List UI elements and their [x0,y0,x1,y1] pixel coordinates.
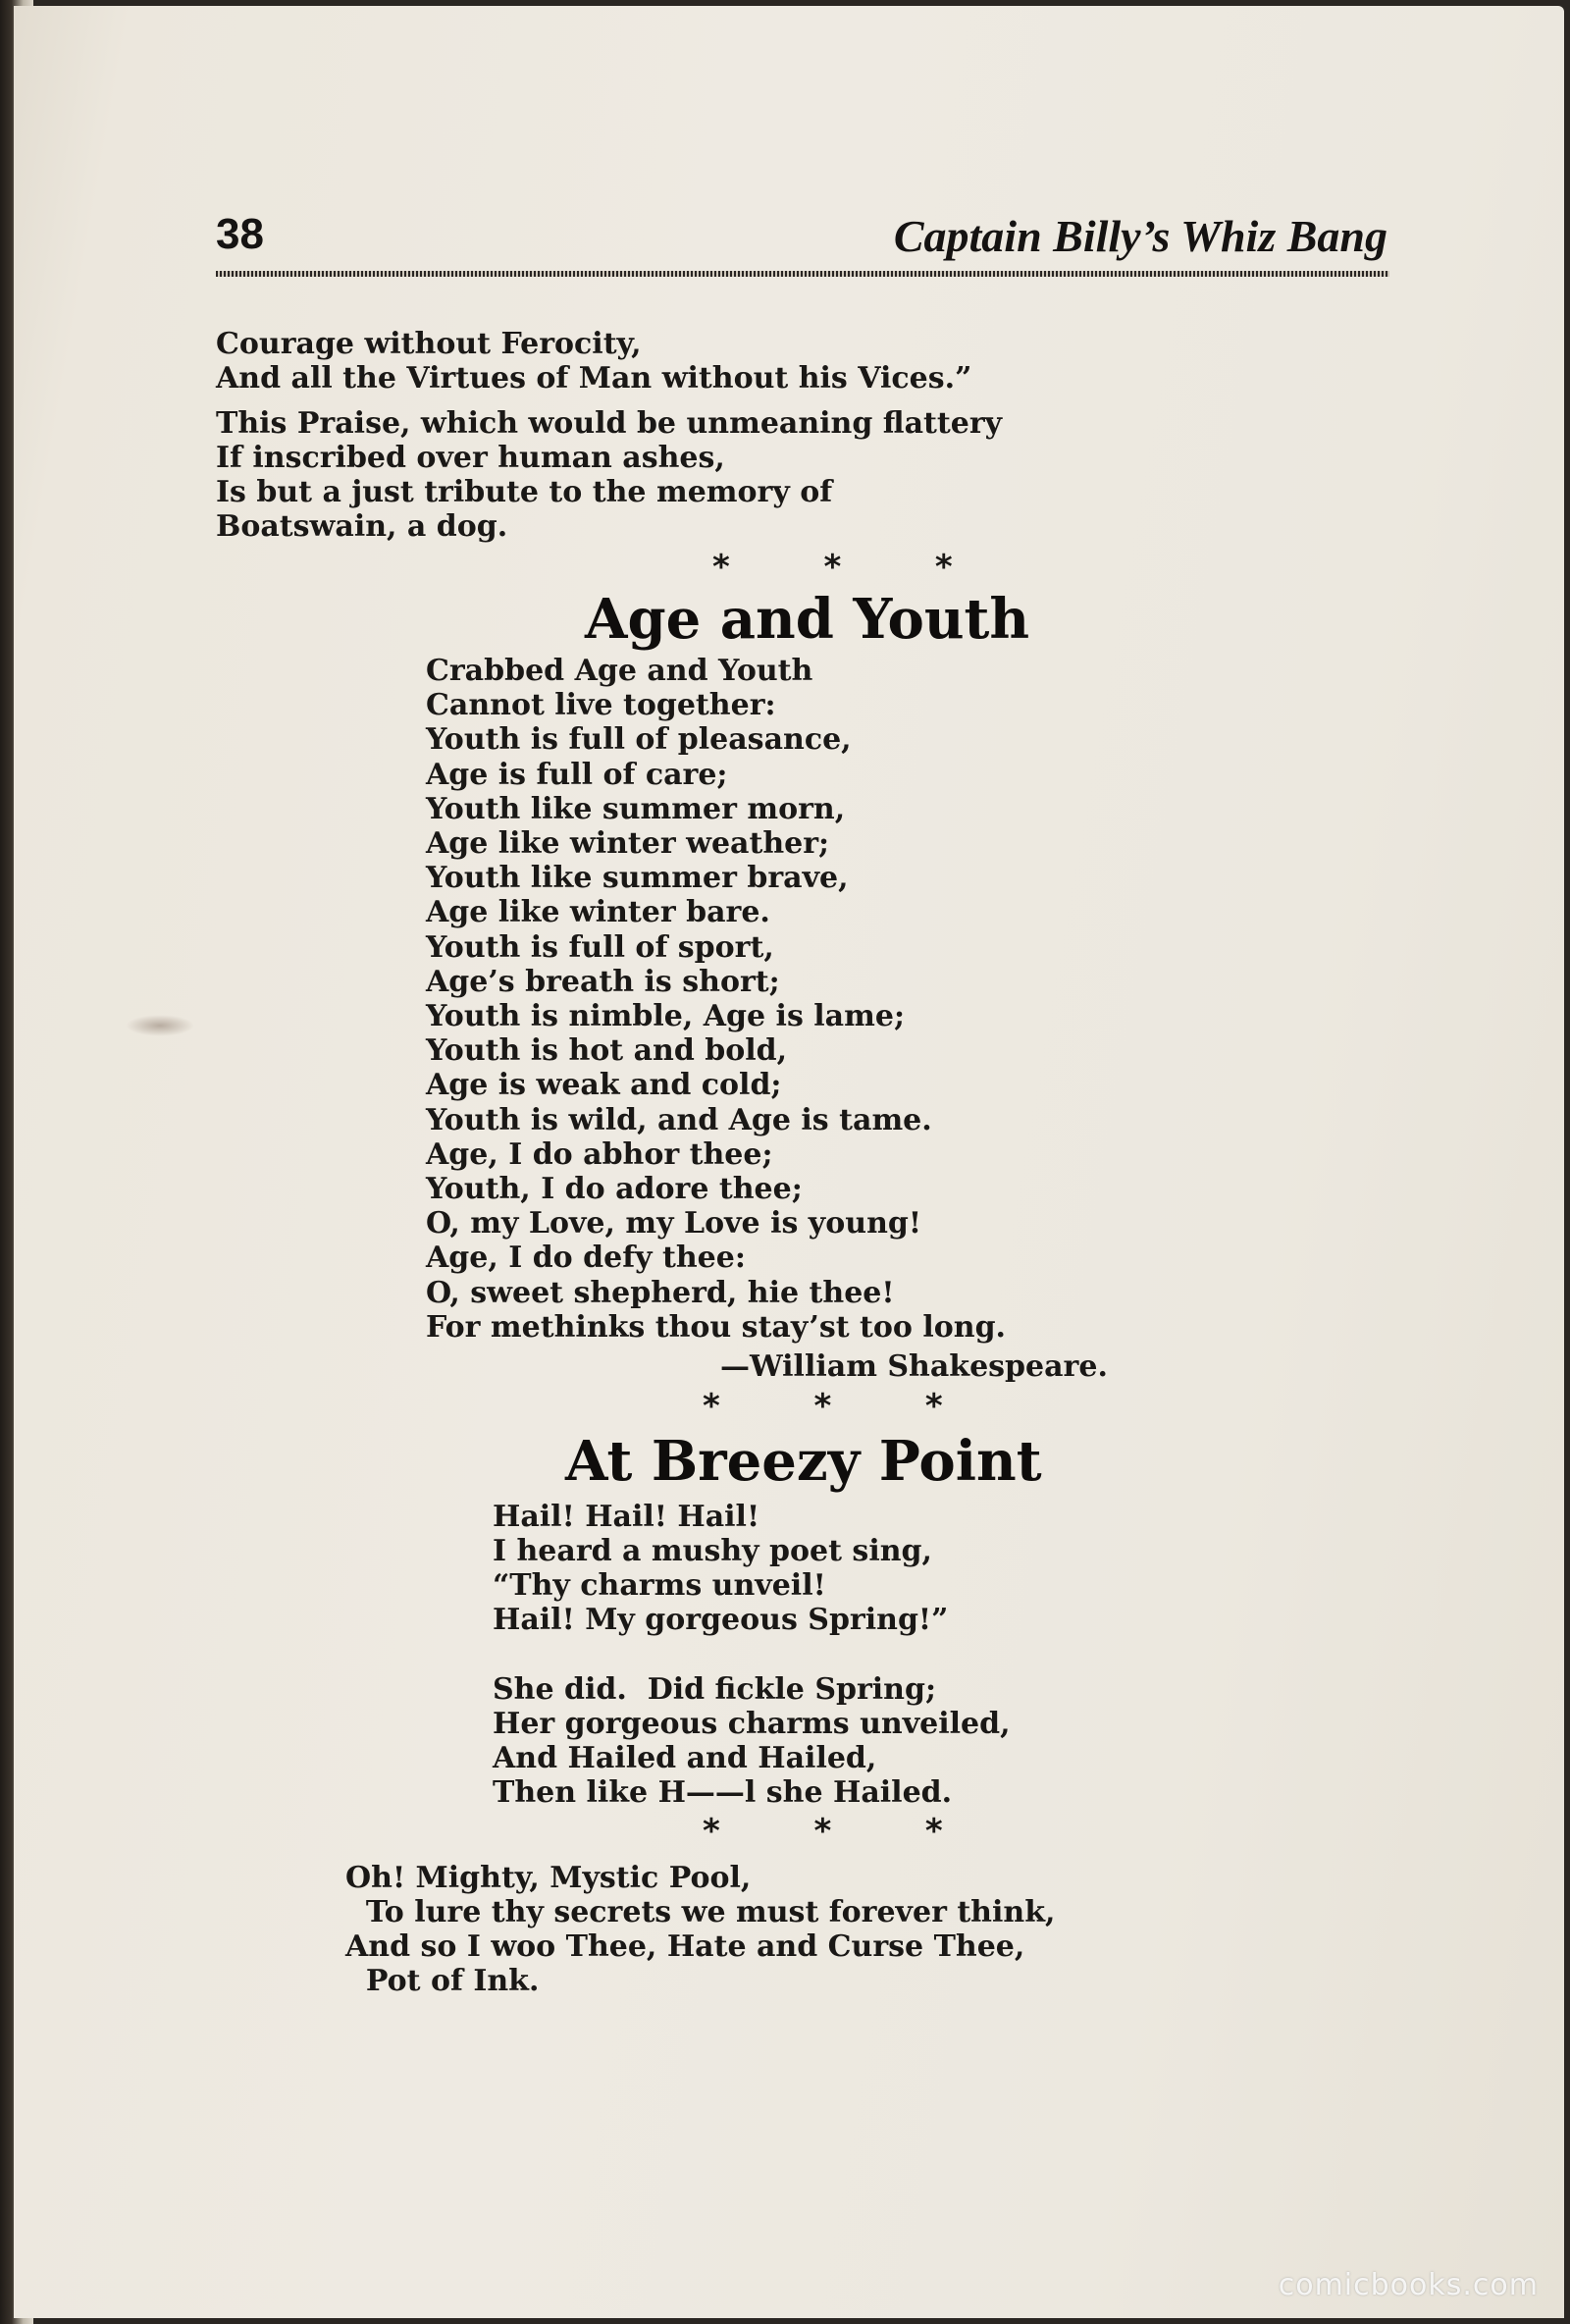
poem-line: And Hailed and Hailed, [493,1741,877,1775]
poem-line: Age is weak and cold; [426,1068,782,1103]
poem-line: For methinks thou stay’st too long. [426,1309,1006,1345]
paper-smudge [126,1015,194,1036]
poem-line: And so I woo Thee, Hate and Curse Thee, [345,1929,1025,1964]
poem-line: “Thy charms unveil! [493,1568,826,1603]
poem-line: Then like H——l she Hailed. [493,1775,953,1810]
poem-attribution: —William Shakespeare. [720,1349,1108,1384]
poem-title-at-breezy-point: At Breezy Point [565,1429,1042,1494]
poem-line: O, my Love, my Love is young! [426,1206,922,1241]
poem-line: Age like winter bare. [426,895,770,930]
section-separator: * * * [712,548,953,587]
poem-line: Youth is full of pleasance, [426,722,852,758]
poem-line: Age, I do defy thee: [426,1241,746,1276]
header-rule [216,271,1389,277]
epitaph-line: Boatswain, a dog. [216,509,508,544]
poem-line: Youth, I do adore thee; [426,1172,803,1206]
poem-line: Age like winter weather; [426,826,830,861]
poem-line: I heard a mushy poet sing, [493,1534,932,1568]
section-separator: * * * [703,1812,943,1851]
poem-line: Age’s breath is short; [426,964,780,999]
poem-line: Age, I do abhor thee; [426,1136,773,1172]
poem-title-age-and-youth: Age and Youth [585,587,1030,652]
section-separator: * * * [703,1387,943,1426]
running-head-title: Captain Billy’s Whiz Bang [893,211,1387,261]
poem-line: O, sweet shepherd, hie thee! [426,1275,895,1310]
poem-line: Youth like summer morn, [426,791,846,826]
poem-line: Her gorgeous charms unveiled, [493,1707,1011,1741]
poem-line: Hail! Hail! Hail! [493,1500,760,1534]
poem-line: Cannot live together: [426,688,776,723]
poem-line: Oh! Mighty, Mystic Pool, [345,1861,752,1895]
epitaph-line: And all the Virtues of Man without his Vices.” [216,361,972,396]
epitaph-line: Courage without Ferocity, [216,327,642,361]
poem-line: To lure thy secrets we must forever think, [345,1895,1056,1929]
page-number: 38 [216,210,264,258]
watermark: comicbooks.com [1278,2268,1539,2302]
poem-line: Youth is hot and bold, [426,1033,788,1069]
poem-line: Crabbed Age and Youth [426,654,813,688]
poem-line: Hail! My gorgeous Spring!” [493,1603,949,1637]
epitaph-line: If inscribed over human ashes, [216,441,725,475]
poem-line: Youth like summer brave, [426,861,849,896]
poem-line: Youth is full of sport, [426,929,774,965]
epitaph-line: Is but a just tribute to the memory of [216,475,833,509]
poem-line: Youth is wild, and Age is tame. [426,1102,932,1137]
poem-line: Age is full of care; [426,757,728,792]
poem-line: Pot of Ink. [345,1964,540,1998]
epitaph-line: This Praise, which would be unmeaning flattery [216,406,1003,441]
poem-line: Youth is nimble, Age is lame; [426,999,906,1033]
poem-line: She did. Did fickle Spring; [493,1672,937,1707]
